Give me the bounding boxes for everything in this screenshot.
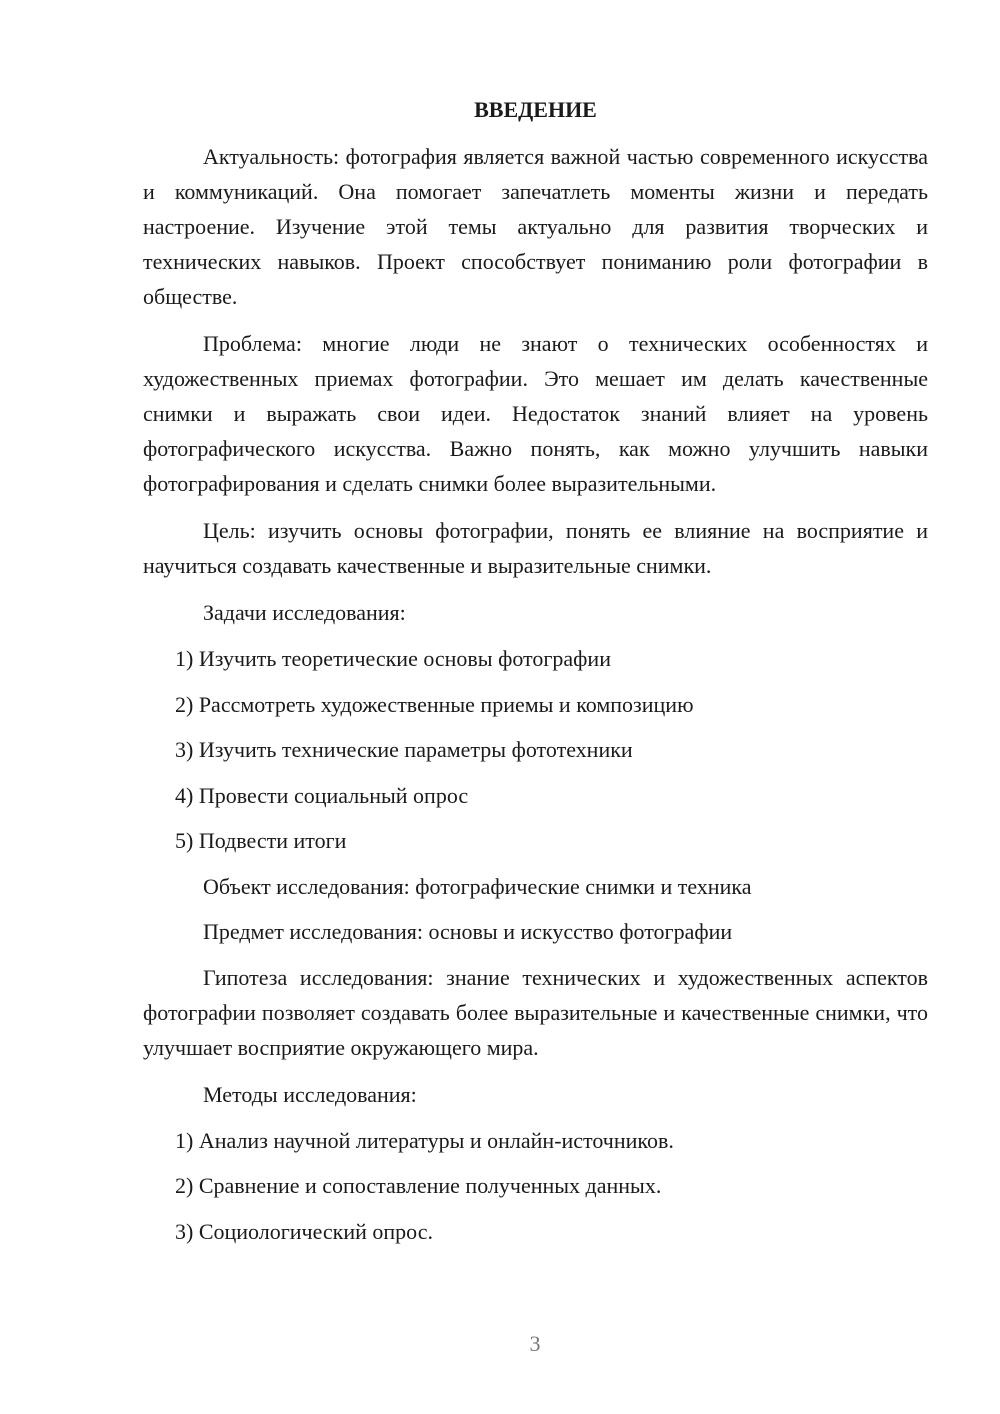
task-item: 2) Рассмотреть художественные приемы и композицию xyxy=(175,691,694,717)
method-item: 3) Социологический опрос. xyxy=(175,1218,433,1244)
task-item: 5) Подвести итоги xyxy=(175,828,347,853)
tasks-heading: Задачи исследования: xyxy=(203,600,406,625)
section-title: ВВЕДЕНИЕ xyxy=(474,97,597,122)
task-item: 1) Изучить теоретические основы фотографии xyxy=(175,646,611,671)
research-subject: Предмет исследования: основы и искусство фотографии xyxy=(203,919,733,944)
research-object: Объект исследования: фотографические снимки и техника xyxy=(203,873,752,899)
task-item: 4) Провести социальный опрос xyxy=(175,782,469,808)
relevance-paragraph: Актуальность: фотография является важной частью современного искусства и коммуникаций. Она помогает запечатлеть моменты жизни и передать настроение. Изучение этой темы актуально для развития творческих и технических навыков. Проект способствует пониманию роли фотографии в обществе. xyxy=(143,144,928,309)
page-content xyxy=(143,90,928,1259)
task-item: 3) Изучить технические параметры фототехники xyxy=(175,737,633,762)
tasks-list xyxy=(143,641,928,858)
problem-paragraph: Проблема: многие люди не знают о технических особенностях и художественных приемах фотографии. Это мешает им делать качественные снимки и выражать свои идеи. Недостаток знаний влияет на уровень фотографического искусства. Важно понять, как можно улучшить навыки фотографирования и сделать снимки более выразительными. xyxy=(143,331,928,496)
method-item: 2) Сравнение и сопоставление полученных данных. xyxy=(175,1173,662,1198)
hypothesis-paragraph: Гипотеза исследования: знание технических и художественных аспектов фотографии позволяет создавать более выразительные и качественные снимки, что улучшает восприятие окружающего мира. xyxy=(143,964,928,1060)
page-number: 3 xyxy=(529,1331,541,1356)
goal-paragraph: Цель: изучить основы фотографии, понять ее влияние на восприятие и научиться создавать качественные и выразительные снимки. xyxy=(143,518,928,578)
methods-list xyxy=(143,1123,928,1249)
methods-heading: Методы исследования: xyxy=(203,1081,417,1107)
method-item: 1) Анализ научной литературы и онлайн-источников. xyxy=(175,1127,674,1153)
